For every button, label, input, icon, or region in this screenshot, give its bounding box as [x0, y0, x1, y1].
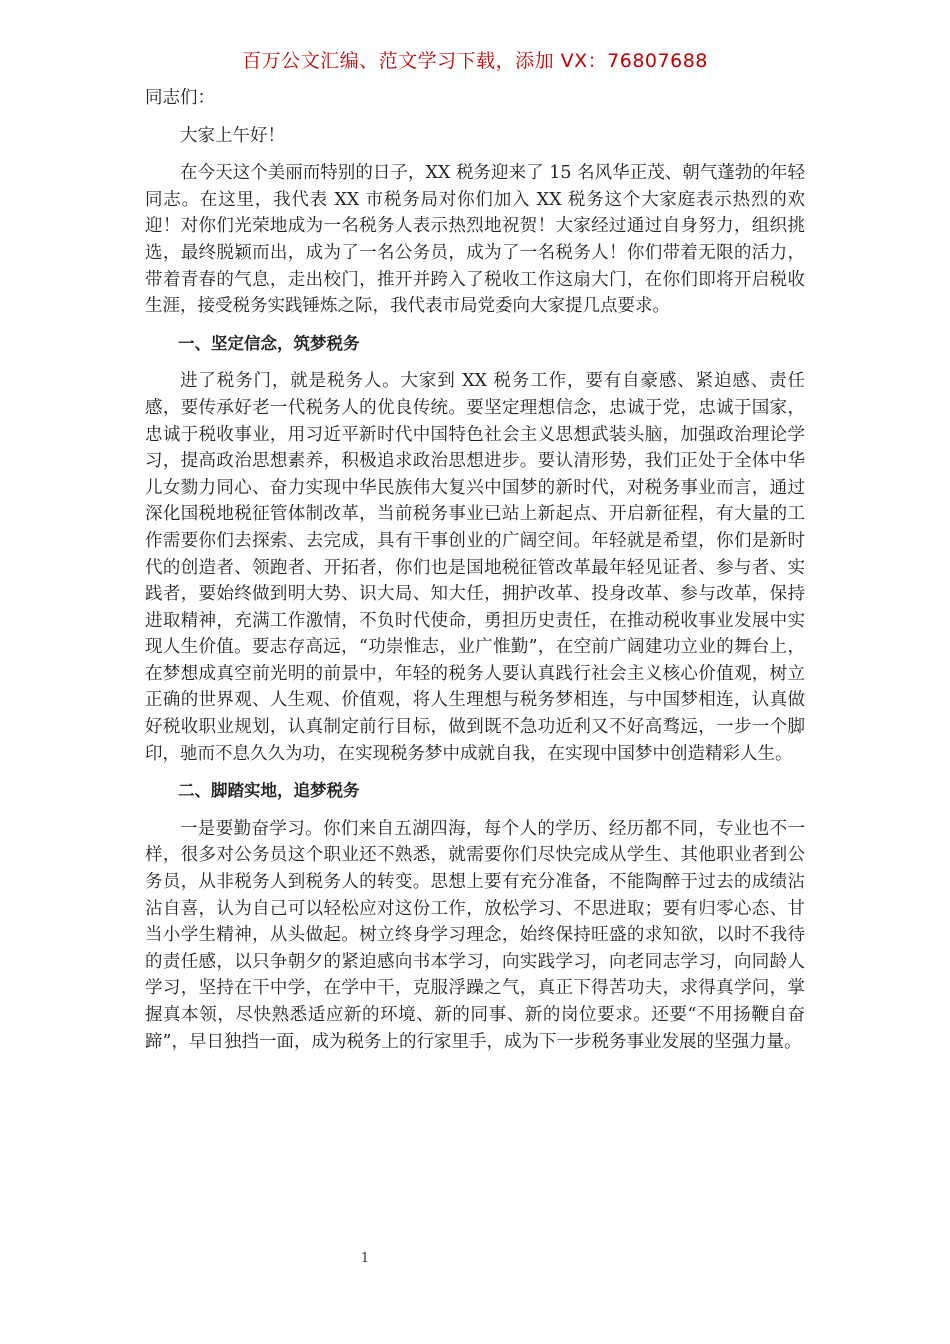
greeting: 大家上午好！ [180, 125, 285, 146]
section-1-heading: 一、坚定信念，筑梦税务 [178, 333, 360, 353]
salutation: 同志们： [145, 88, 215, 108]
intro-paragraph: 在今天这个美丽而特别的日子，XX 税务迎来了 15 名风华正茂、朝气蓬勃的年轻同志。在这里，我代表 XX 市税务局对你们加入 XX 税务这个大家庭表示热烈的欢迎！对你们光荣地成为一名税务人表示热烈地祝贺！大家经过通过自身努力，组织挑选，最终脱颖而出，成为了一名公务员，成为了一名税务人！你们带着无限的活力，带着青春的气息，走出校门，推开并跨入了税收工作这扇大门，在你们即将开启税收生涯，接受税务实践锤炼之际，我代表市局党委向大家提几点要求。 [145, 163, 805, 317]
document-body [145, 85, 805, 1066]
page-number: 1 [360, 1251, 370, 1266]
section-1-paragraph: 进了税务门，就是税务人。大家到 XX 税务工作，要有自豪感、紧迫感、责任感，要传承好老一代税务人的优良传统。要坚定理想信念，忠诚于党，忠诚于国家，忠诚于税收事业，用习近平新时代中国特色社会主义思想武装头脑，加强政治理论学习，提高政治思想素养，积极追求政治思想进步。要认清形势，我们正处于全体中华儿女勠力同心、奋力实现中华民族伟大复兴中国梦的新时代，对税务事业而言，通过深化国税地税征管体制改革，当前税务事业已站上新起点、开启新征程，有大量的工作需要你们去探索、去完成，具有干事创业的广阔空间。年轻就是希望，你们是新时代的创造者、领跑者、开拓者，你们也是国地税征管改革最年轻见证者、参与者、实践者，要始终做到明大势、识大局、知大任，拥护改革、投身改革、参与改革，保持进取精神，充满工作激情，不负时代使命，勇担历史责任，在推动税收事业发展中实现人生价值。要志存高远，“功崇惟志，业广惟勤”，在空前广阔建功立业的舞台上，在梦想成真空前光明的前景中，年轻的税务人要认真践行社会主义核心价值观，树立正确的世界观、人生观、价值观，将人生理想与税务梦相连，与中国梦相连，认真做好税收职业规划，认真制定前行目标，做到既不急功近利又不好高骛远，一步一个脚印，驰而不息久久为功，在实现税务梦中成就自我，在实现中国梦中创造精彩人生。 [145, 371, 805, 764]
section-2-paragraph: 一是要勤奋学习。你们来自五湖四海，每个人的学历、经历都不同，专业也不一样，很多对公务员这个职业还不熟悉，就需要你们尽快完成从学生、其他职业者到公务员，从非税务人到税务人的转变。思想上要有充分准备，不能陶醉于过去的成绩沾沾自喜，认为自己可以轻松应对这份工作，放松学习、不思进取；要有归零心态、甘当小学生精神，从头做起。树立终身学习理念，始终保持旺盛的求知欲，以时不我待的责任感，以只争朝夕的紧迫感向书本学习，向实践学习，向老同志学习，向同龄人学习，坚持在干中学，在学中干，克服浮躁之气，真正下得苦功夫，求得真学问，掌握真本领，尽快熟悉适应新的环境、新的同事、新的岗位要求。还要“不用扬鞭自奋蹄”，早日独挡一面，成为税务上的行家里手，成为下一步税务事业发展的坚强力量。 [145, 818, 805, 1052]
section-2-heading: 二、脚踏实地，追梦税务 [178, 781, 360, 801]
header-banner: 百万公文汇编、范文学习下载，添加 VX：76807688 [242, 50, 708, 72]
